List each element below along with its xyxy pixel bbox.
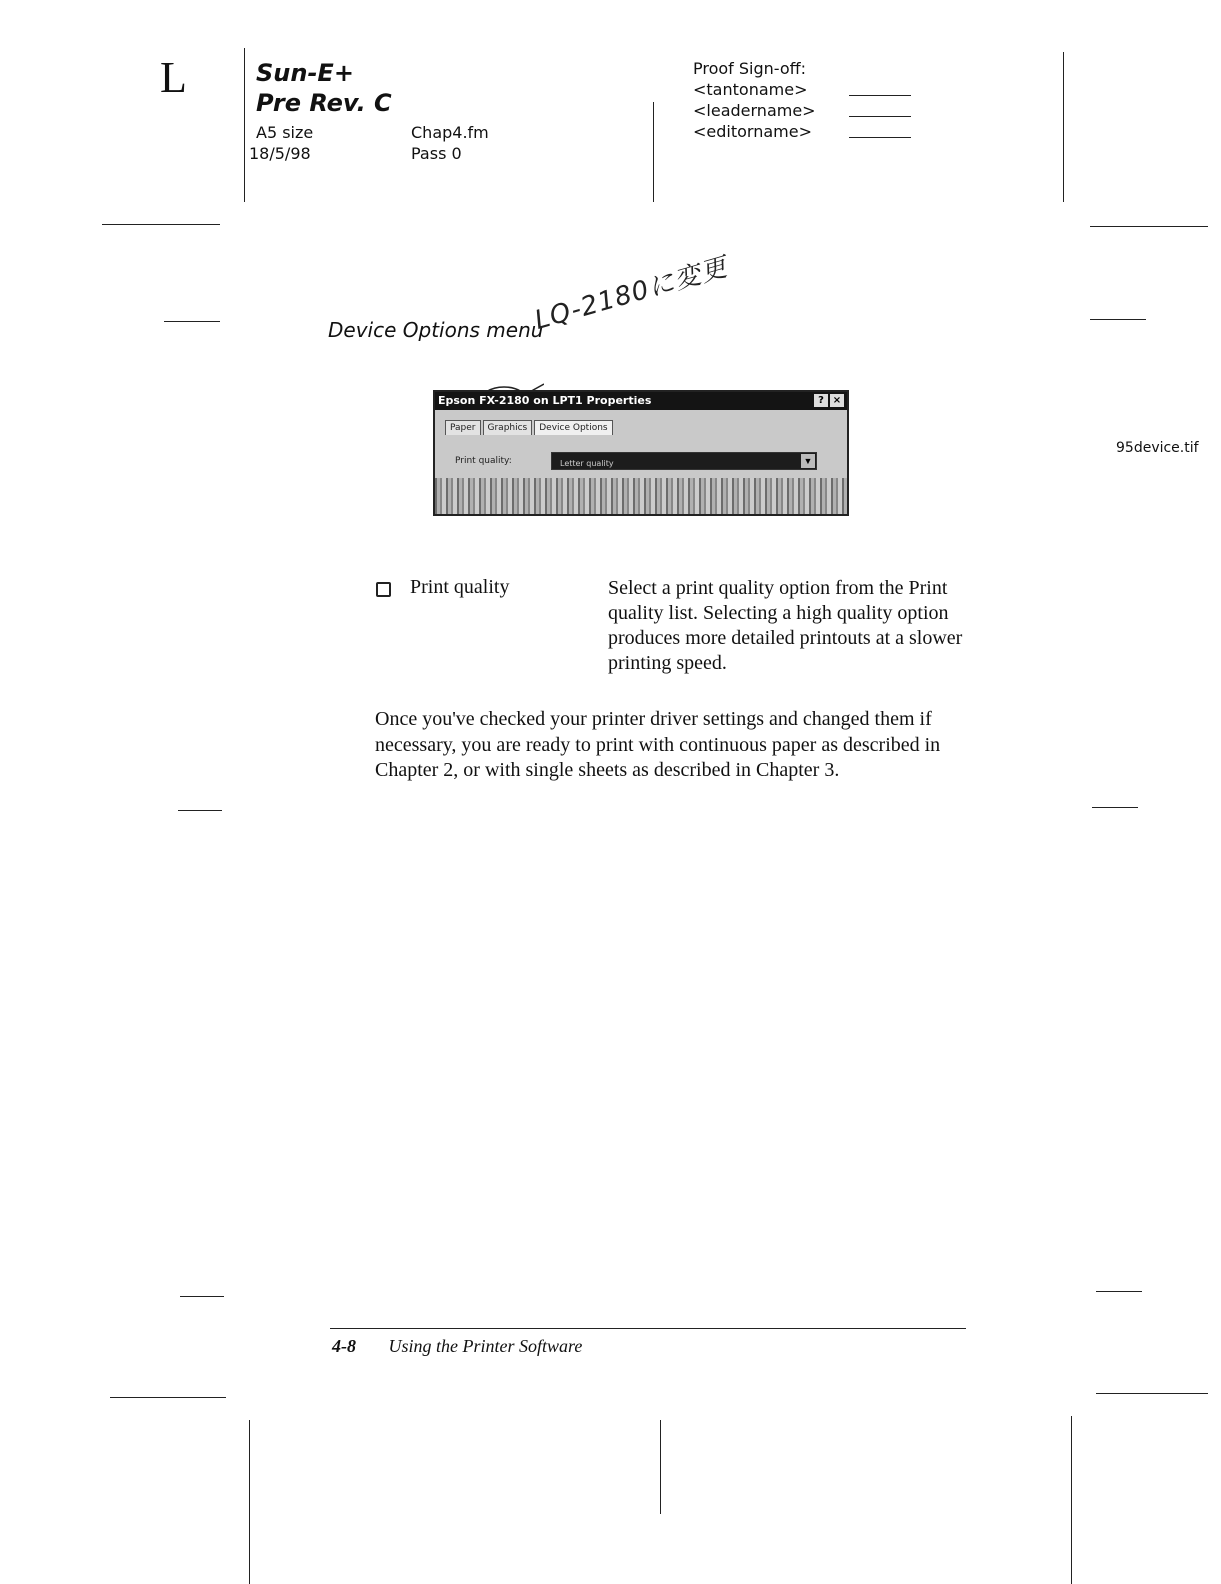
tab-device-options[interactable]: Device Options <box>534 420 612 435</box>
body-paragraph: Once you've checked your printer driver settings and changed them if necessary, you are ready to print with continuous paper as described in Chapter 2, or with single sheets as described in Chapter 3. <box>375 708 941 781</box>
header-left-rule <box>244 48 245 202</box>
crop-mark <box>1096 1393 1208 1394</box>
corner-letter: L <box>160 53 187 102</box>
close-icon[interactable]: × <box>830 394 844 407</box>
project-name: Sun-E+ <box>256 59 354 87</box>
doc-size: A5 size <box>256 123 314 142</box>
footer-rule <box>330 1328 966 1329</box>
chapter-title: Using the Printer Software <box>388 1336 583 1356</box>
tab-graphics[interactable]: Graphics <box>483 420 533 435</box>
tab-paper[interactable]: Paper <box>445 420 481 435</box>
crop-mark <box>1092 807 1138 808</box>
doc-pass: Pass 0 <box>411 144 462 163</box>
scan-noise <box>435 478 847 514</box>
signoff-blank <box>849 137 911 138</box>
signoff-blank <box>849 95 911 96</box>
header-mid-rule <box>653 102 654 202</box>
help-icon[interactable]: ? <box>814 394 828 407</box>
crop-mark <box>1090 226 1208 227</box>
proof-signoff <box>693 58 816 142</box>
bullet-label: Print quality <box>410 576 510 598</box>
project-title <box>256 58 392 118</box>
properties-dialog-screenshot <box>433 390 849 516</box>
print-quality-value: Letter quality <box>560 459 614 468</box>
dialog-title: Epson FX-2180 on LPT1 Properties <box>438 394 652 407</box>
proof-name: <tantoname> <box>693 80 808 99</box>
doc-file: Chap4.fm <box>411 123 489 142</box>
checkbox-bullet-icon <box>376 582 391 597</box>
dialog-titlebar <box>435 392 847 410</box>
print-quality-select[interactable] <box>551 452 817 470</box>
bullet-description: Select a print quality option from the Print quality list. Selecting a high quality option produces more detailed printouts at a slower printing speed. <box>608 577 963 674</box>
signoff-blank <box>849 116 911 117</box>
bottom-right-rule <box>1071 1416 1072 1584</box>
crop-mark <box>178 810 222 811</box>
bottom-mid-rule <box>660 1420 661 1514</box>
crop-mark <box>1090 319 1146 320</box>
dialog-tabs <box>445 420 613 435</box>
crop-mark <box>1096 1291 1142 1292</box>
doc-date: 18/5/98 <box>249 144 311 163</box>
section-title: Device Options menu <box>328 318 544 342</box>
crop-mark <box>180 1296 224 1297</box>
figure-filename: 95device.tif <box>1116 440 1199 456</box>
proof-name: <leadername> <box>693 101 816 120</box>
crop-mark <box>110 1397 226 1398</box>
header-right-rule <box>1063 52 1064 202</box>
project-revision: Pre Rev. C <box>256 89 392 117</box>
print-quality-label: Print quality: <box>455 456 512 466</box>
proof-name: <editorname> <box>693 122 812 141</box>
crop-mark <box>164 321 220 322</box>
proof-title: Proof Sign-off: <box>693 59 807 78</box>
page-number: 4-8 <box>332 1336 356 1356</box>
handwritten-note: LQ-2180に変更 <box>531 252 732 337</box>
dropdown-arrow-icon[interactable]: ▼ <box>801 454 815 468</box>
page-footer <box>332 1336 582 1357</box>
crop-mark <box>102 224 220 225</box>
bottom-left-rule <box>249 1420 250 1584</box>
